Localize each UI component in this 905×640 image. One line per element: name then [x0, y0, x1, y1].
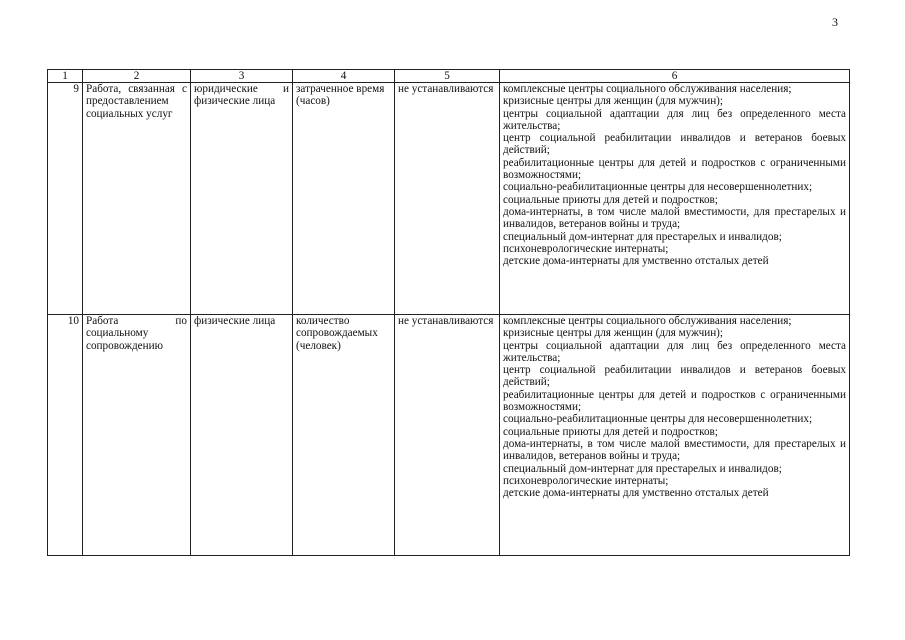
institution-item: дома-интернаты, в том числе малой вместимости, для престарелых и инвалидов, ветеранов войны и труда;: [503, 437, 846, 463]
institution-item: кризисные центры для женщин (для мужчин);: [503, 95, 724, 108]
institution-item: комплексные центры социального обслуживания населения;: [503, 83, 792, 95]
header-cell: 4: [293, 70, 395, 83]
volume-unit: количество сопровождаемых (человек): [293, 315, 395, 556]
work-name: Работа, связанная с предоставлением социальных услуг: [83, 83, 191, 315]
services-table: [47, 69, 850, 556]
institution-item: центр социальной реабилитации инвалидов и ветеранов боевых действий;: [503, 132, 846, 157]
table-row: [48, 83, 850, 315]
price-note: не устанавливаются: [395, 315, 500, 556]
institution-item: центр социальной реабилитации инвалидов и ветеранов боевых действий;: [503, 364, 846, 389]
volume-unit: затраченное время (часов): [293, 83, 395, 315]
institution-list: [500, 83, 850, 315]
institution-item: реабилитационные центры для детей и подростков с ограниченными возможностями;: [503, 156, 846, 182]
institution-item: социальные приюты для детей и подростков;: [503, 193, 718, 206]
institution-item: кризисные центры для женщин (для мужчин);: [503, 327, 724, 340]
institution-item: центры социальной адаптации для лиц без определенного места жительства;: [503, 107, 846, 132]
consumer-category: физические лица: [191, 315, 293, 556]
consumer-category: юридические и физические лица: [191, 83, 293, 315]
header-cell: 3: [191, 70, 293, 83]
row-number: 10: [48, 315, 83, 556]
page-number: 3: [832, 15, 838, 29]
work-name: Работа по социальному сопровождению: [83, 315, 191, 556]
institution-item: детские дома-интернаты для умственно отсталых детей: [503, 255, 769, 268]
price-note: не устанавливаются: [395, 83, 500, 315]
institution-list: [500, 315, 850, 556]
institution-item: реабилитационные центры для детей и подростков с ограниченными возможностями;: [503, 388, 846, 414]
header-cell: 1: [48, 70, 83, 83]
table-row: [48, 315, 850, 556]
header-cell: 6: [500, 70, 850, 83]
institution-item: специальный дом-интернат для престарелых и инвалидов;: [503, 230, 782, 243]
institution-item: социально-реабилитационные центры для несовершеннолетних;: [503, 413, 813, 426]
institution-item: дома-интернаты, в том числе малой вместимости, для престарелых и инвалидов, ветеранов войны и труда;: [503, 205, 846, 231]
institution-item: психоневрологические интернаты;: [503, 242, 669, 255]
header-cell: 5: [395, 70, 500, 83]
header-cell: 2: [83, 70, 191, 83]
institution-item: центры социальной адаптации для лиц без определенного места жительства;: [503, 339, 846, 364]
institution-item: комплексные центры социального обслуживания населения;: [503, 315, 792, 327]
institution-item: специальный дом-интернат для престарелых и инвалидов;: [503, 462, 782, 475]
institution-item: детские дома-интернаты для умственно отсталых детей: [503, 487, 769, 500]
institution-item: социальные приюты для детей и подростков;: [503, 425, 718, 438]
row-number: 9: [48, 83, 83, 315]
table-header-row: [48, 70, 850, 83]
institution-item: психоневрологические интернаты;: [503, 474, 669, 487]
institution-item: социально-реабилитационные центры для несовершеннолетних;: [503, 181, 813, 194]
